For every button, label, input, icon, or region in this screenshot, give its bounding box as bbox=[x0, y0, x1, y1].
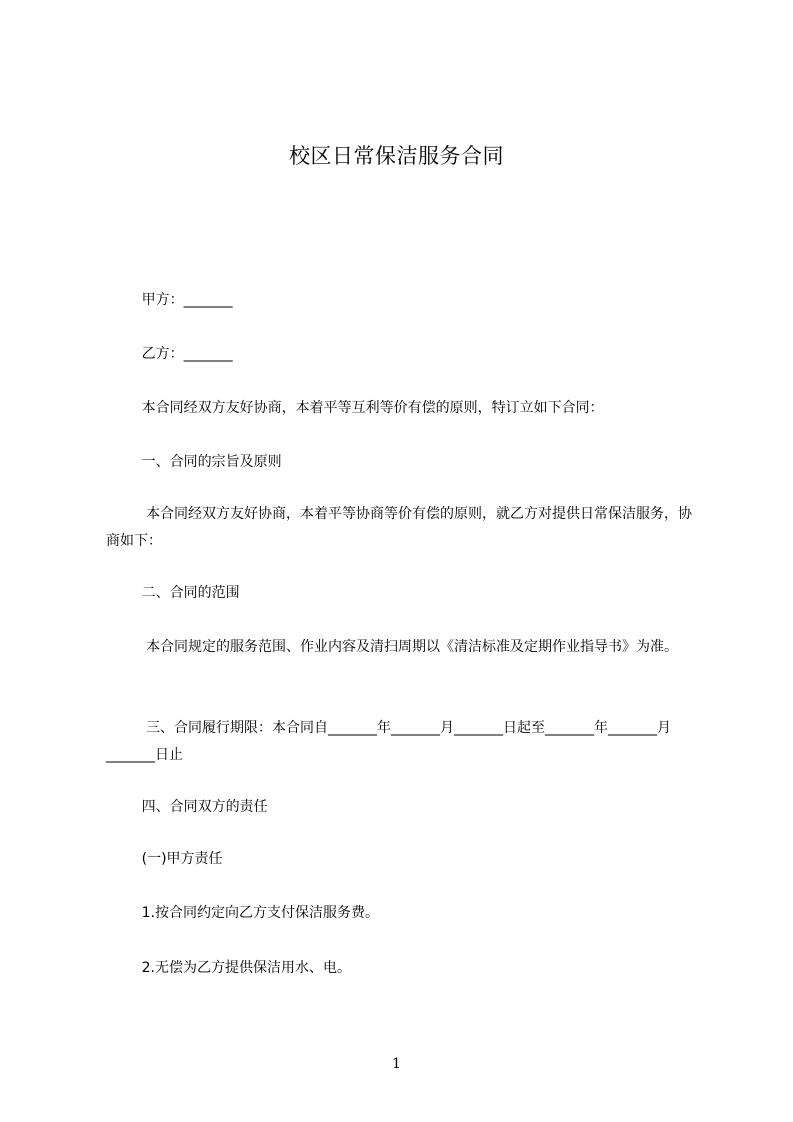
party-a-duty-1: 1.按合同约定向乙方支付保洁服务费。 bbox=[106, 905, 379, 921]
section-2-paragraph: 本合同规定的服务范围、作业内容及清扫周期以《清洁标准及定期作业指导书》为准。 bbox=[106, 639, 679, 655]
contract-title: 校区日常保洁服务合同 bbox=[289, 144, 504, 168]
section-2-heading: 二、合同的范围 bbox=[106, 585, 240, 601]
party-a-duty-2: 2.无偿为乙方提供保洁用水、电。 bbox=[106, 960, 351, 976]
section-4-heading: 四、合同双方的责任 bbox=[106, 799, 268, 815]
section-1-heading: 一、合同的宗旨及原则 bbox=[106, 454, 282, 470]
section-1-paragraph: 本合同经双方友好协商，本着平等协商等价有偿的原则，就乙方对提供日常保洁服务，协商如下： bbox=[106, 506, 693, 549]
preamble-paragraph: 本合同经双方友好协商，本着平等互利等价有偿的原则，特订立如下合同： bbox=[106, 400, 604, 416]
section-3-term-paragraph: 三、合同履行期限：本合同自_______年_______月_______日起至_______年_______月_______日止 bbox=[106, 720, 672, 763]
party-a-line: 甲方：_______ bbox=[106, 292, 233, 308]
party-b-line: 乙方：_______ bbox=[106, 346, 233, 362]
party-a-duties-heading: (一)甲方责任 bbox=[106, 851, 223, 867]
page-number: 1 bbox=[392, 1056, 401, 1072]
